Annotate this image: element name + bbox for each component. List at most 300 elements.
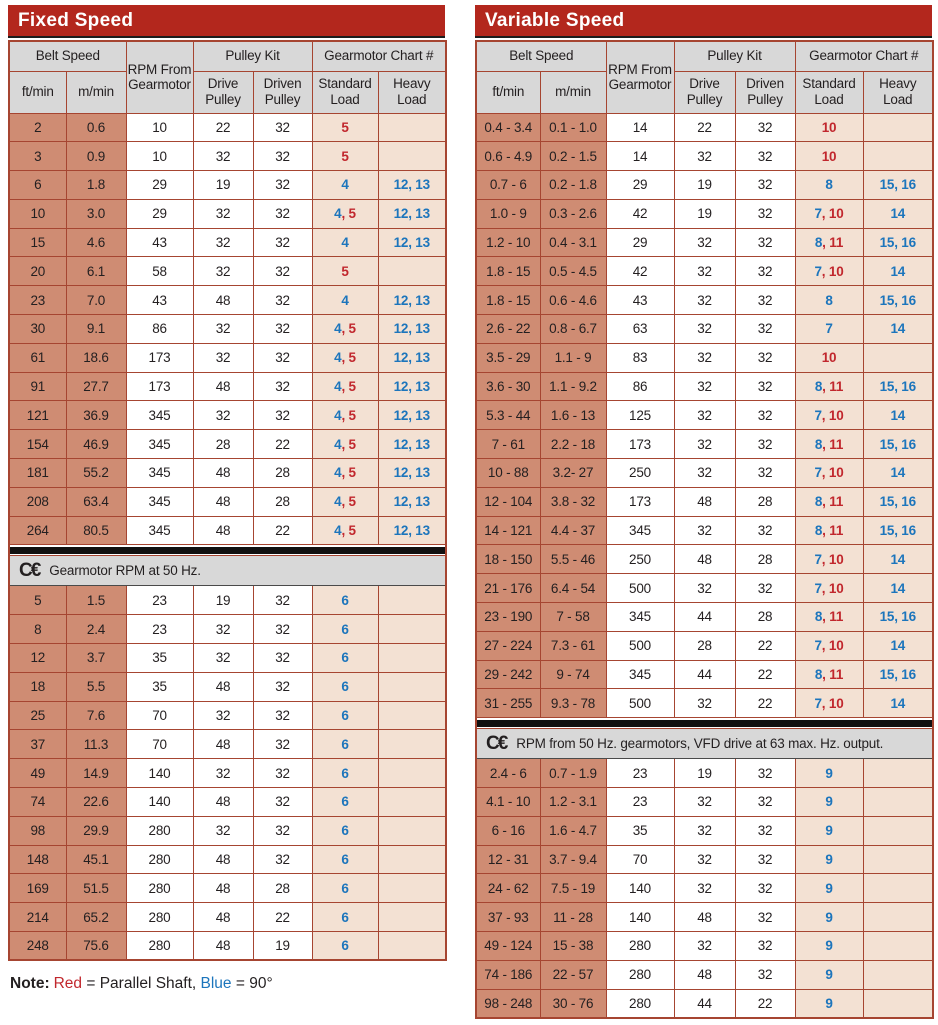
chart-number-right-angle: 4 [334,407,342,423]
cell-drive-pulley: 32 [674,257,735,286]
chart-number-right-angle: 7 [814,407,822,423]
cell-ft-min: 24 - 62 [476,874,540,903]
cell-rpm: 43 [606,286,674,315]
cell-rpm: 280 [606,989,674,1018]
chart-number-right-angle: 14 [890,465,906,481]
cell-m-min: 55.2 [66,459,126,488]
cell-rpm: 345 [606,603,674,632]
cell-ft-min: 248 [9,932,66,961]
cell-standard-load [312,845,378,874]
cell-drive-pulley: 48 [674,545,735,574]
ce-section-label: RPM from 50 Hz. gearmotors, VFD drive at 63 max. Hz. output. [516,735,884,751]
chart-number-right-angle: 12, 13 [393,350,430,366]
cell-rpm: 345 [606,660,674,689]
cell-m-min: 0.6 [66,113,126,142]
cell-drive-pulley: 32 [193,701,253,730]
cell-rpm: 280 [606,932,674,961]
cell-rpm: 280 [126,874,193,903]
variable-speed-table [475,40,934,1019]
cell-m-min: 5.5 - 46 [540,545,606,574]
heavy-load-header: Heavy Load [863,71,933,113]
chart-number-right-angle: 14 [890,407,906,423]
chart-number-right-angle: 6 [341,621,349,637]
cell-ft-min: 4.1 - 10 [476,788,540,817]
cell-rpm: 250 [606,545,674,574]
cell-driven-pulley: 22 [253,903,312,932]
chart-number-right-angle: 12, 13 [393,235,430,251]
cell-ft-min: 10 [9,199,66,228]
cell-drive-pulley: 22 [674,113,735,142]
cell-m-min: 7.0 [66,286,126,315]
cell-rpm: 29 [606,228,674,257]
cell-driven-pulley: 32 [735,845,795,874]
cell-heavy-load [378,286,446,315]
chart-number-right-angle: 7 [814,695,822,711]
cell-standard-load [795,459,863,488]
cell-drive-pulley: 44 [674,989,735,1018]
cell-m-min: 80.5 [66,516,126,545]
cell-m-min: 0.2 - 1.8 [540,171,606,200]
cell-drive-pulley: 32 [674,459,735,488]
chart-number-right-angle: 15, 16 [879,235,916,251]
cell-rpm: 43 [126,228,193,257]
cell-standard-load [795,430,863,459]
cell-drive-pulley: 32 [193,644,253,673]
cell-rpm: 23 [126,586,193,615]
cell-driven-pulley: 28 [253,459,312,488]
cell-heavy-load [378,459,446,488]
chart-number-right-angle: 6 [341,880,349,896]
cell-drive-pulley: 32 [193,615,253,644]
cell-ft-min: 18 - 150 [476,545,540,574]
cell-rpm: 23 [126,615,193,644]
chart-number-right-angle: 7 [825,321,833,337]
table-row [9,228,446,257]
ce-section-label: Gearmotor RPM at 50 Hz. [49,562,201,578]
table-row [476,932,933,961]
table-row [476,257,933,286]
cell-driven-pulley: 22 [735,631,795,660]
table-row [476,874,933,903]
cell-heavy-load [378,487,446,516]
cell-standard-load [312,759,378,788]
table-row [9,257,446,286]
cell-m-min: 4.6 [66,228,126,257]
cell-heavy-load [863,960,933,989]
table-row [476,228,933,257]
cell-standard-load [795,816,863,845]
cell-ft-min: 0.7 - 6 [476,171,540,200]
cell-standard-load [795,788,863,817]
table-row [476,142,933,171]
cell-standard-load [312,701,378,730]
divider-bar [476,718,933,729]
cell-m-min: 1.8 [66,171,126,200]
cell-ft-min: 20 [9,257,66,286]
cell-m-min: 27.7 [66,372,126,401]
cell-ft-min: 61 [9,343,66,372]
cell-drive-pulley: 48 [193,845,253,874]
cell-ft-min: 14 - 121 [476,516,540,545]
cell-heavy-load [863,228,933,257]
cell-driven-pulley: 32 [253,615,312,644]
cell-ft-min: 214 [9,903,66,932]
cell-heavy-load [378,343,446,372]
chart-number-right-angle: 12, 13 [393,407,430,423]
cell-heavy-load [863,142,933,171]
cell-rpm: 140 [606,903,674,932]
chart-number-right-angle: 4 [334,350,342,366]
chart-number-right-angle: 12, 13 [393,436,430,452]
table-row [9,903,446,932]
cell-ft-min: 3.5 - 29 [476,343,540,372]
chart-number-right-angle: 4 [341,235,349,251]
cell-standard-load [795,171,863,200]
cell-heavy-load [863,315,933,344]
cell-m-min: 0.7 - 1.9 [540,759,606,788]
cell-ft-min: 18 [9,672,66,701]
chart-number-right-angle: 15, 16 [879,667,916,683]
chart-number-parallel-shaft: , 11 [822,436,844,452]
cell-driven-pulley: 28 [735,603,795,632]
cell-heavy-load [863,257,933,286]
cell-heavy-load [863,874,933,903]
cell-driven-pulley: 32 [253,586,312,615]
chart-number-right-angle: 15, 16 [879,523,916,539]
cell-standard-load [312,903,378,932]
cell-drive-pulley: 32 [193,142,253,171]
cell-m-min: 1.5 [66,586,126,615]
cell-rpm: 35 [126,672,193,701]
chart-number-parallel-shaft: 5 [341,263,349,279]
cell-ft-min: 169 [9,874,66,903]
cell-rpm: 173 [126,372,193,401]
cell-drive-pulley: 28 [193,430,253,459]
pulley-kit-header: Pulley Kit [674,41,795,71]
cell-drive-pulley: 48 [193,672,253,701]
cell-driven-pulley: 28 [253,874,312,903]
cell-drive-pulley: 32 [674,430,735,459]
chart-number-right-angle: 8 [814,379,823,395]
cell-drive-pulley: 32 [674,845,735,874]
cell-m-min: 9 - 74 [540,660,606,689]
chart-number-right-angle: 15, 16 [879,494,916,510]
cell-drive-pulley: 32 [674,816,735,845]
cell-rpm: 345 [126,487,193,516]
chart-number-right-angle: 8 [814,667,823,683]
cell-heavy-load [378,932,446,961]
table-row [476,315,933,344]
note-label: Note: [10,975,50,993]
cell-heavy-load [378,874,446,903]
cell-drive-pulley: 32 [674,574,735,603]
chart-number-right-angle: 9 [825,794,833,810]
cell-standard-load [795,989,863,1018]
cell-rpm: 35 [126,644,193,673]
cell-heavy-load [378,199,446,228]
cell-standard-load [312,228,378,257]
cell-rpm: 345 [126,430,193,459]
chart-number-right-angle: 9 [825,823,833,839]
cell-driven-pulley: 32 [253,343,312,372]
table-row [476,372,933,401]
cell-heavy-load [378,171,446,200]
ce-section-row [9,556,446,586]
cell-rpm: 23 [606,788,674,817]
cell-heavy-load [378,816,446,845]
cell-standard-load [795,631,863,660]
cell-standard-load [312,401,378,430]
cell-ft-min: 3 [9,142,66,171]
cell-rpm: 280 [126,816,193,845]
chart-number-right-angle: 12, 13 [393,379,430,395]
table-row [9,874,446,903]
cell-ft-min: 23 [9,286,66,315]
cell-driven-pulley: 32 [253,171,312,200]
cell-standard-load [312,142,378,171]
cell-heavy-load [863,401,933,430]
cell-driven-pulley: 32 [735,199,795,228]
cell-ft-min: 1.2 - 10 [476,228,540,257]
ce-section-row [476,729,933,759]
chart-number-right-angle: 7 [814,551,822,567]
cell-m-min: 4.4 - 37 [540,516,606,545]
cell-m-min: 11 - 28 [540,903,606,932]
cell-ft-min: 1.8 - 15 [476,257,540,286]
variable-speed-table-section [475,5,932,1019]
chart-number-right-angle: 4 [341,292,349,308]
cell-m-min: 45.1 [66,845,126,874]
cell-ft-min: 23 - 190 [476,603,540,632]
chart-number-right-angle: 6 [341,765,349,781]
gearmotor-chart-header: Gearmotor Chart # [312,41,446,71]
chart-number-right-angle: 15, 16 [879,436,916,452]
cell-m-min: 7 - 58 [540,603,606,632]
cell-drive-pulley: 32 [674,228,735,257]
cell-m-min: 51.5 [66,874,126,903]
cell-ft-min: 49 - 124 [476,932,540,961]
cell-m-min: 14.9 [66,759,126,788]
cell-driven-pulley: 32 [253,845,312,874]
table-row [9,788,446,817]
note-blue-text: = 90° [231,975,273,993]
cell-standard-load [795,960,863,989]
cell-driven-pulley: 32 [253,315,312,344]
chart-number-right-angle: 6 [341,592,349,608]
cell-rpm: 250 [606,459,674,488]
cell-ft-min: 264 [9,516,66,545]
cell-m-min: 3.0 [66,199,126,228]
chart-number-parallel-shaft: , 5 [341,465,356,481]
chart-number-right-angle: 4 [334,494,342,510]
cell-drive-pulley: 32 [674,689,735,718]
cell-drive-pulley: 48 [674,960,735,989]
cell-heavy-load [863,574,933,603]
cell-rpm: 86 [126,315,193,344]
chart-number-right-angle: 14 [890,695,906,711]
cell-standard-load [312,932,378,961]
table-row [476,960,933,989]
table-row [9,459,446,488]
cell-rpm: 280 [606,960,674,989]
cell-driven-pulley: 32 [735,113,795,142]
cell-rpm: 140 [606,874,674,903]
cell-m-min: 63.4 [66,487,126,516]
cell-standard-load [795,845,863,874]
cell-standard-load [795,545,863,574]
cell-rpm: 14 [606,142,674,171]
cell-drive-pulley: 48 [193,874,253,903]
table-row [9,430,446,459]
cell-driven-pulley: 32 [735,788,795,817]
note-blue-word: Blue [200,975,232,993]
cell-heavy-load [378,586,446,615]
cell-ft-min: 2.6 - 22 [476,315,540,344]
note-red-word: Red [53,975,83,993]
cell-driven-pulley: 32 [253,730,312,759]
table-row [9,487,446,516]
cell-standard-load [795,286,863,315]
cell-ft-min: 98 - 248 [476,989,540,1018]
cell-ft-min: 208 [9,487,66,516]
cell-driven-pulley: 32 [735,401,795,430]
chart-number-parallel-shaft: , 11 [822,494,844,510]
cell-drive-pulley: 32 [193,401,253,430]
cell-m-min: 9.3 - 78 [540,689,606,718]
cell-heavy-load [863,343,933,372]
chart-number-parallel-shaft: , 5 [341,321,356,337]
m-min-header: m/min [66,71,126,113]
cell-rpm: 14 [606,113,674,142]
table-header [9,41,446,113]
cell-standard-load [312,257,378,286]
cell-heavy-load [863,459,933,488]
cell-ft-min: 0.6 - 4.9 [476,142,540,171]
cell-ft-min: 154 [9,430,66,459]
cell-rpm: 345 [126,401,193,430]
ce-section-cell [476,729,933,759]
cell-ft-min: 37 [9,730,66,759]
cell-drive-pulley: 22 [193,113,253,142]
cell-heavy-load [863,759,933,788]
table-row [476,516,933,545]
chart-number-right-angle: 14 [890,551,906,567]
chart-number-right-angle: 9 [825,852,833,868]
cell-ft-min: 5.3 - 44 [476,401,540,430]
cell-driven-pulley: 32 [253,372,312,401]
chart-number-right-angle: 9 [825,967,833,983]
cell-standard-load [795,257,863,286]
cell-standard-load [312,430,378,459]
cell-rpm: 500 [606,631,674,660]
table-header [476,41,933,113]
table-row [9,672,446,701]
cell-heavy-load [863,487,933,516]
cell-ft-min: 5 [9,586,66,615]
cell-m-min: 0.9 [66,142,126,171]
chart-number-parallel-shaft: , 11 [822,379,844,395]
fixed-speed-table-section [8,5,445,961]
cell-drive-pulley: 48 [193,286,253,315]
cell-ft-min: 6 - 16 [476,816,540,845]
cell-m-min: 30 - 76 [540,989,606,1018]
cell-drive-pulley: 48 [193,730,253,759]
chart-number-right-angle: 8 [814,523,823,539]
cell-drive-pulley: 32 [193,816,253,845]
cell-drive-pulley: 48 [674,487,735,516]
table-row [476,689,933,718]
chart-number-parallel-shaft: 5 [341,148,349,164]
cell-standard-load [795,516,863,545]
cell-heavy-load [378,142,446,171]
cell-heavy-load [378,430,446,459]
driven-pulley-header: Driven Pulley [735,71,795,113]
cell-heavy-load [378,257,446,286]
cell-ft-min: 49 [9,759,66,788]
cell-ft-min: 10 - 88 [476,459,540,488]
cell-driven-pulley: 32 [253,142,312,171]
cell-standard-load [795,401,863,430]
cell-driven-pulley: 32 [735,315,795,344]
cell-m-min: 0.6 - 4.6 [540,286,606,315]
chart-number-parallel-shaft: , 5 [341,494,356,510]
cell-standard-load [312,874,378,903]
cell-m-min: 22 - 57 [540,960,606,989]
cell-driven-pulley: 32 [735,228,795,257]
cell-ft-min: 121 [9,401,66,430]
chart-number-right-angle: 6 [341,909,349,925]
cell-drive-pulley: 32 [193,315,253,344]
cell-driven-pulley: 32 [253,199,312,228]
cell-drive-pulley: 32 [674,516,735,545]
cell-driven-pulley: 22 [735,660,795,689]
cell-standard-load [312,372,378,401]
cell-standard-load [312,672,378,701]
cell-ft-min: 25 [9,701,66,730]
chart-number-right-angle: 12, 13 [393,465,430,481]
cell-heavy-load [863,932,933,961]
cell-standard-load [795,487,863,516]
table-row [9,199,446,228]
cell-driven-pulley: 32 [253,788,312,817]
cell-standard-load [795,660,863,689]
table-row [9,171,446,200]
chart-number-right-angle: 14 [890,321,906,337]
variable-speed-title: Variable Speed [475,5,932,38]
cell-m-min: 3.7 - 9.4 [540,845,606,874]
cell-driven-pulley: 32 [253,701,312,730]
cell-standard-load [795,932,863,961]
cell-driven-pulley: 32 [253,286,312,315]
cell-m-min: 2.2 - 18 [540,430,606,459]
cell-rpm: 29 [606,171,674,200]
divider-bar [9,545,446,556]
chart-number-parallel-shaft: , 11 [822,523,844,539]
cell-heavy-load [863,845,933,874]
cell-driven-pulley: 32 [735,257,795,286]
cell-ft-min: 7 - 61 [476,430,540,459]
cell-rpm: 83 [606,343,674,372]
chart-number-parallel-shaft: , 10 [821,695,844,711]
cell-drive-pulley: 28 [674,631,735,660]
table-row [9,343,446,372]
cell-drive-pulley: 32 [674,401,735,430]
cell-driven-pulley: 32 [735,932,795,961]
cell-standard-load [312,730,378,759]
cell-drive-pulley: 48 [193,459,253,488]
chart-number-right-angle: 7 [814,263,822,279]
ce-section-cell [9,556,446,586]
